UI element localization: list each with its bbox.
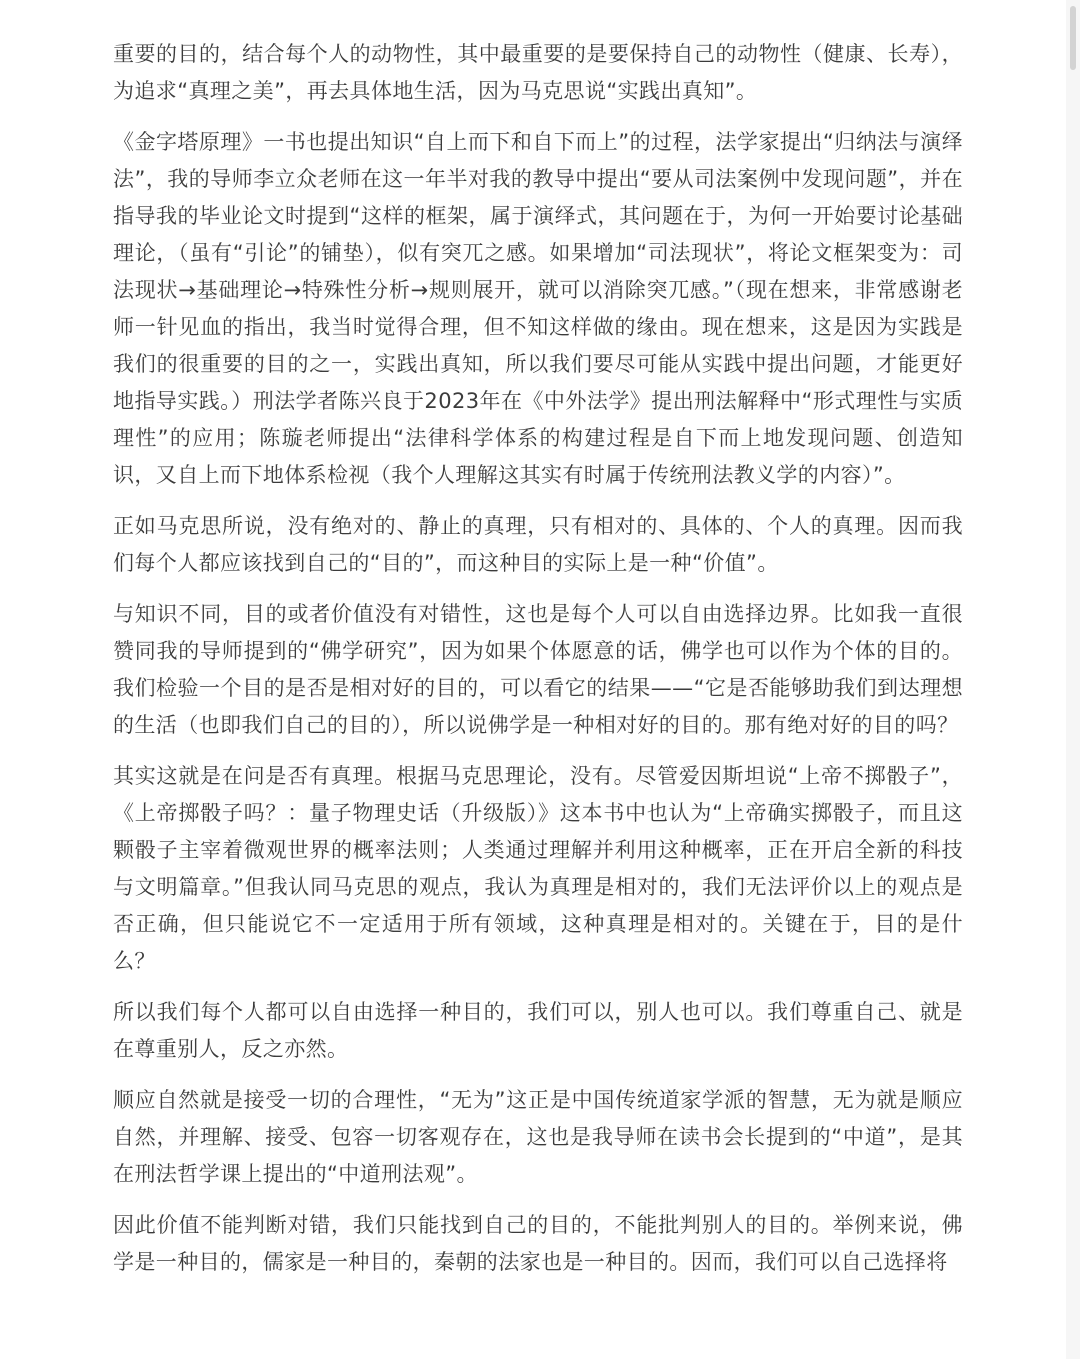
article-body	[113, 36, 963, 1281]
paragraph: 其实这就是在问是否有真理。根据马克思理论，没有。尽管爱因斯坦说“上帝不掷骰子”，《上帝掷骰子吗？：量子物理史话（升级版）》这本书中也认为“上帝确实掷骰子，而且这颗骰子主宰着微观世界的概率法则；人类通过理解并利用这种概率，正在开启全新的科技与文明篇章。”但我认同马克思的观点，我认为真理是相对的，我们无法评价以上的观点是否正确，但只能说它不一定适用于所有领域，这种真理是相对的。关键在于，目的是什么？	[113, 764, 963, 973]
paragraph: 正如马克思所说，没有绝对的、静止的真理，只有相对的、具体的、个人的真理。因而我们每个人都应该找到自己的“目的”，而这种目的实际上是一种“价值”。	[113, 514, 963, 575]
paragraph: 《金字塔原理》一书也提出知识“自上而下和自下而上”的过程，法学家提出“归纳法与演绎法”，我的导师李立众老师在这一年半对我的教导中提出“要从司法案例中发现问题”，并在指导我的毕业论文时提到“这样的框架，属于演绎式，其问题在于，为何一开始要讨论基础理论，（虽有“引论”的铺垫），似有突兀之感。如果增加“司法现状”，将论文框架变为：司法现状→基础理论→特殊性分析→规则展开，就可以消除突兀感。”（现在想来，非常感谢老师一针见血的指出，我当时觉得合理，但不知这样做的缘由。现在想来，这是因为实践是我们的很重要的目的之一，实践出真知，所以我们要尽可能从实践中提出问题，才能更好地指导实践。）刑法学者陈兴良于2023年在《中外法学》提出刑法解释中“形式理性与实质理性”的应用；陈璇老师提出“法律科学体系的构建过程是自下而上地发现问题、创造知识，又自上而下地体系检视（我个人理解这其实有时属于传统刑法教义学的内容）”。	[113, 130, 963, 487]
scrollbar[interactable]	[1066, 0, 1080, 1359]
paragraph: 因此价值不能判断对错，我们只能找到自己的目的，不能批判别人的目的。举例来说，佛学是一种目的，儒家是一种目的，秦朝的法家也是一种目的。因而，我们可以自己选择将	[113, 1213, 963, 1274]
paragraph: 重要的目的，结合每个人的动物性，其中最重要的是要保持自己的动物性（健康、长寿），为追求“真理之美”，再去具体地生活，因为马克思说“实践出真知”。	[113, 42, 963, 103]
paragraph: 与知识不同，目的或者价值没有对错性，这也是每个人可以自由选择边界。比如我一直很赞同我的导师提到的“佛学研究”，因为如果个体愿意的话，佛学也可以作为个体的目的。我们检验一个目的是否是相对好的目的，可以看它的结果——“它是否能够助我们到达理想的生活（也即我们自己的目的），所以说佛学是一种相对好的目的。那有绝对好的目的吗？	[113, 602, 963, 737]
paragraph: 顺应自然就是接受一切的合理性，“无为”这正是中国传统道家学派的智慧，无为就是顺应自然，并理解、接受、包容一切客观存在，这也是我导师在读书会长提到的“中道”，是其在刑法哲学课上提出的“中道刑法观”。	[113, 1088, 963, 1186]
paragraph: 所以我们每个人都可以自由选择一种目的，我们可以，别人也可以。我们尊重自己、就是在尊重别人，反之亦然。	[113, 1000, 963, 1061]
scrollbar-thumb[interactable]	[1070, 6, 1076, 70]
